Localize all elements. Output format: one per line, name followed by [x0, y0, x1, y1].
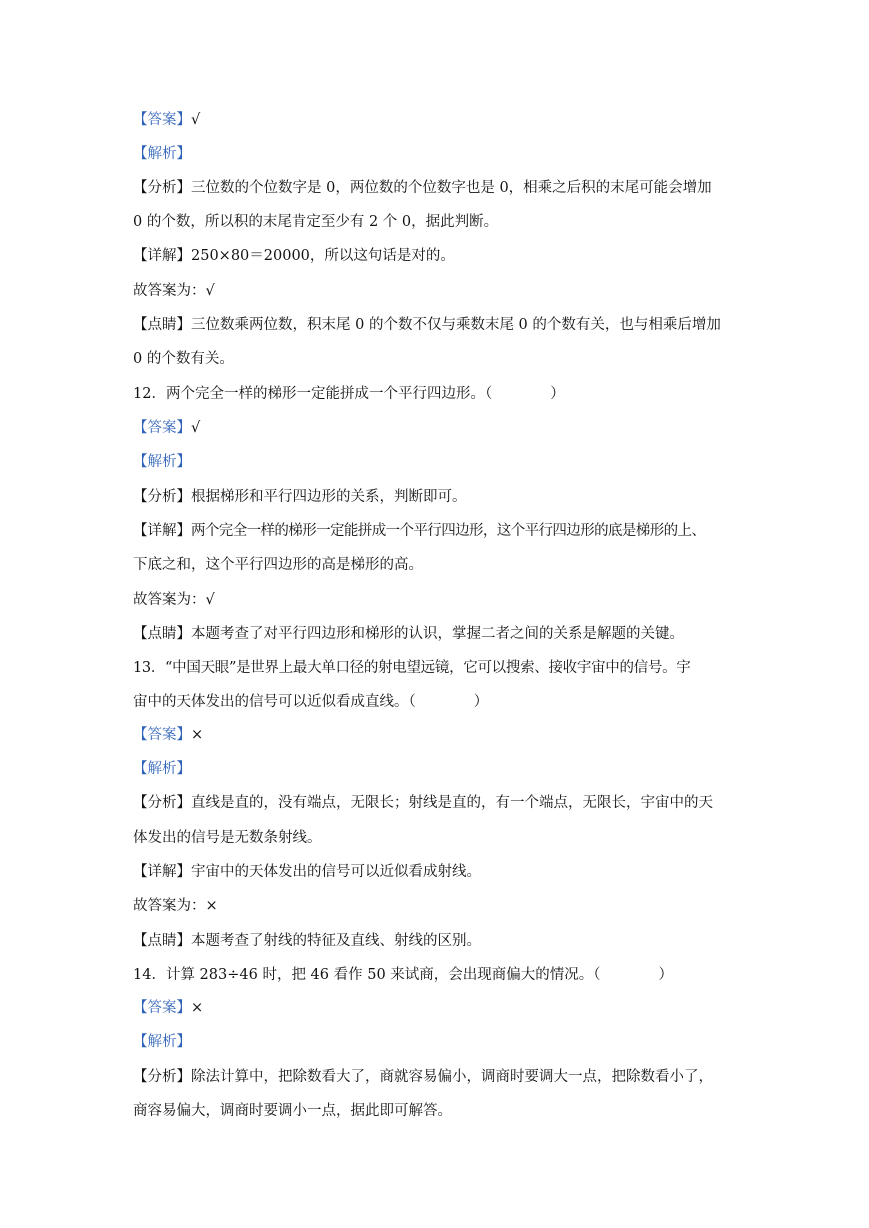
line-label: 【答案】 — [133, 420, 191, 436]
line-text: 三位数乘两位数，积末尾 0 的个数不仅与乘数末尾 0 的个数有关，也与相乘后增加 — [191, 317, 721, 333]
fenxi-line — [133, 793, 745, 813]
xiangjie-line — [133, 521, 745, 541]
line-text: 故答案为：√ — [133, 283, 215, 299]
answer-line — [133, 725, 745, 745]
line-label: 【答案】 — [133, 727, 191, 743]
line-text: 两个完全一样的梯形一定能拼成一个平行四边形，这个平行四边形的底是梯形的上、 — [191, 523, 706, 539]
line-text: 直线是直的，没有端点，无限长；射线是直的，有一个端点，无限长，宇宙中的天 — [191, 795, 713, 811]
xiangjie-line — [133, 862, 745, 882]
line-label: 【点睛】 — [133, 933, 191, 949]
line-text: × — [191, 727, 204, 743]
line-label: 【分析】 — [133, 1069, 191, 1085]
line-label: 【分析】 — [133, 489, 191, 505]
line-text: 宇宙中的天体发出的信号可以近似看成射线。 — [191, 864, 481, 880]
line-text: 下底之和，这个平行四边形的高是梯形的高。 — [133, 557, 423, 573]
line-label: 【详解】 — [133, 864, 191, 880]
line-text: 本题考查了射线的特征及直线、射线的区别。 — [191, 933, 481, 949]
analysis-heading — [133, 759, 745, 779]
text-line — [133, 555, 745, 575]
dianjing-line — [133, 624, 745, 644]
line-text: 13．“中国天眼”是世界上最大单口径的射电望远镜，它可以搜索、接收宇宙中的信号。宇 — [133, 660, 691, 676]
fenxi-line — [133, 1067, 745, 1087]
line-text: √ — [191, 420, 201, 436]
line-text: 0 的个数，所以积的末尾肯定至少有 2 个 0，据此判断。 — [133, 214, 499, 230]
question-14 — [133, 965, 745, 985]
line-label: 【解析】 — [133, 454, 191, 470]
line-text: × — [191, 1000, 204, 1016]
dianjing-line — [133, 315, 745, 335]
line-text: 250×80＝20000，所以这句话是对的。 — [191, 248, 455, 264]
line-text: 商容易偏大，调商时要调小一点，据此即可解答。 — [133, 1103, 452, 1119]
line-text: √ — [191, 112, 201, 128]
line-label: 【答案】 — [133, 1000, 191, 1016]
line-label: 【解析】 — [133, 1034, 191, 1050]
line-text: 故答案为：× — [133, 898, 218, 914]
question-13 — [133, 658, 745, 678]
answer-line — [133, 998, 745, 1018]
text-line — [133, 212, 745, 232]
dianjing-line — [133, 931, 745, 951]
text-line — [133, 349, 745, 369]
xiangjie-line — [133, 246, 745, 266]
analysis-heading — [133, 144, 745, 164]
question-12 — [133, 384, 745, 404]
analysis-heading — [133, 1032, 745, 1052]
line-text: 根据梯形和平行四边形的关系，判断即可。 — [191, 489, 467, 505]
text-line — [133, 1101, 745, 1121]
fenxi-line — [133, 178, 745, 198]
line-label: 【答案】 — [133, 112, 191, 128]
line-text: 故答案为：√ — [133, 592, 215, 608]
line-text: 本题考查了对平行四边形和梯形的认识，掌握二者之间的关系是解题的关键。 — [191, 626, 684, 642]
line-label: 【解析】 — [133, 761, 191, 777]
line-text: 除法计算中，把除数看大了，商就容易偏小，调商时要调大一点，把除数看小了， — [191, 1069, 713, 1085]
line-text: 0 的个数有关。 — [133, 351, 234, 367]
final-answer-line — [133, 590, 745, 610]
answer-line — [133, 110, 745, 130]
line-text: 体发出的信号是无数条射线。 — [133, 830, 322, 846]
fenxi-line — [133, 487, 745, 507]
text-line — [133, 692, 745, 712]
final-answer-line — [133, 281, 745, 301]
line-label: 【解析】 — [133, 146, 191, 162]
text-line — [133, 828, 745, 848]
final-answer-line — [133, 896, 745, 916]
line-text: 12．两个完全一样的梯形一定能拼成一个平行四边形。（ ） — [133, 386, 565, 402]
line-text: 14．计算 283÷46 时，把 46 看作 50 来试商，会出现商偏大的情况。（ ） — [133, 967, 674, 983]
line-label: 【分析】 — [133, 795, 191, 811]
line-text: 宙中的天体发出的信号可以近似看成直线。（ ） — [133, 694, 489, 710]
line-label: 【详解】 — [133, 248, 191, 264]
line-label: 【点睛】 — [133, 317, 191, 333]
line-text: 三位数的个位数字是 0，两位数的个位数字也是 0，相乘之后积的末尾可能会增加 — [191, 180, 712, 196]
analysis-heading — [133, 452, 745, 472]
line-label: 【详解】 — [133, 523, 191, 539]
line-label: 【点睛】 — [133, 626, 191, 642]
line-label: 【分析】 — [133, 180, 191, 196]
answer-line — [133, 418, 745, 438]
